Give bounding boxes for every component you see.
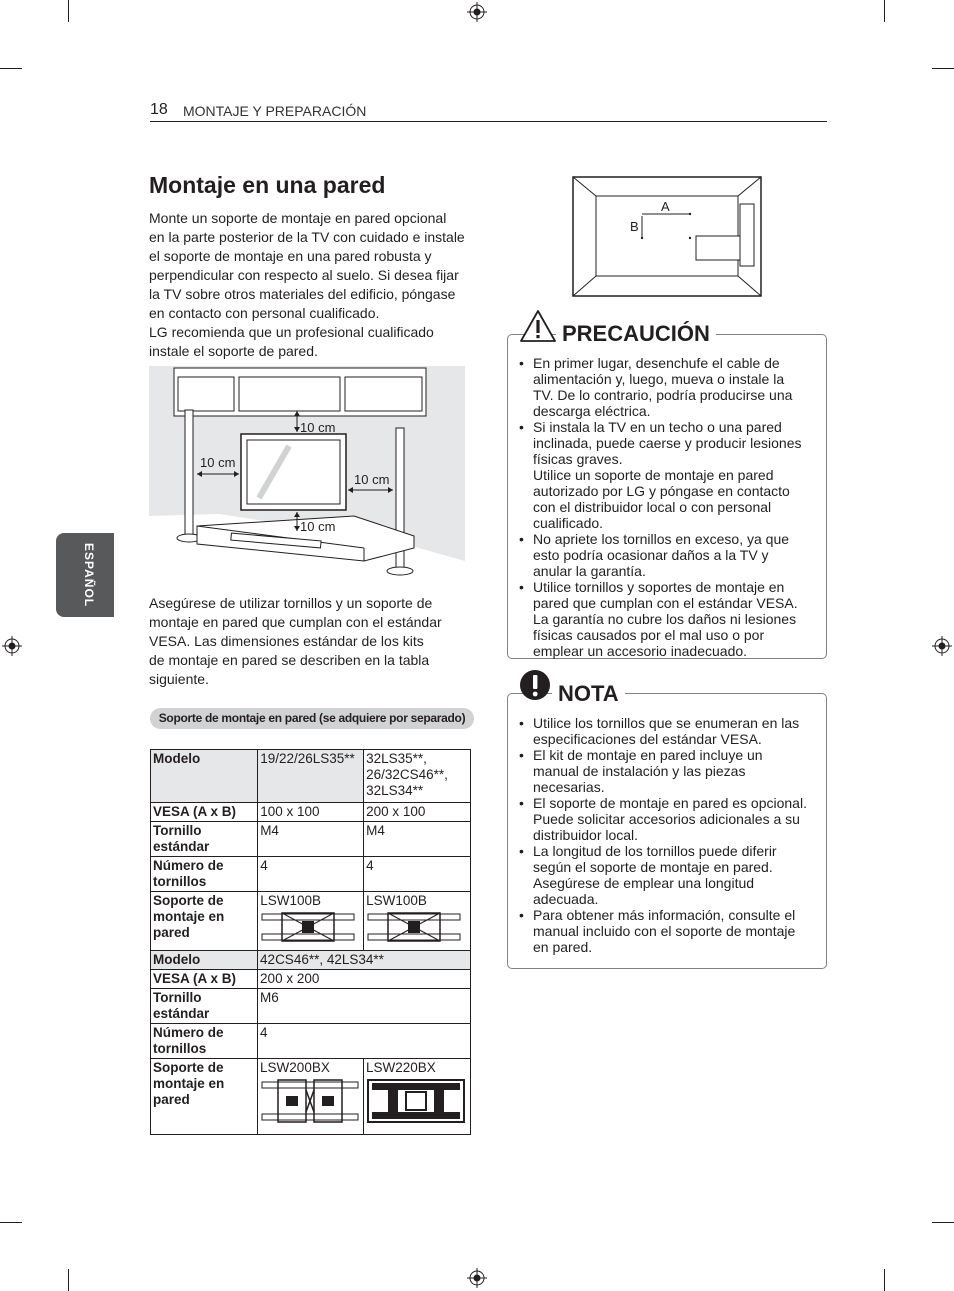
page-title: Montaje en una pared xyxy=(149,172,386,198)
table-cell: M4 xyxy=(364,822,471,857)
caution-box xyxy=(507,334,827,659)
wall-bracket-icon xyxy=(366,1078,466,1124)
clearance-right-label: 10 cm xyxy=(354,472,390,487)
crop-mark xyxy=(0,1222,22,1223)
table-cell: 4 xyxy=(258,857,364,892)
list-item: • Utilice tornillos y soportes de montaje en pared que cumplan con el estándar VESA. La garantía no cubre los daños ni lesiones físicas causados por el mal uso o por emplear un accesorio inadecuado. xyxy=(519,579,819,659)
crop-mark xyxy=(932,1222,954,1223)
table-label: Tornillo estándar xyxy=(151,989,258,1024)
tv-rear-illustration xyxy=(572,176,762,297)
bracket-model: LSW200BX xyxy=(260,1060,330,1075)
crop-mark xyxy=(0,68,22,69)
table-cell: M4 xyxy=(258,822,364,857)
table-cell: 100 x 100 xyxy=(258,803,364,822)
language-tab-label: ESPAÑOL xyxy=(82,542,96,608)
text-line: el soporte de montaje en una pared robusta y xyxy=(149,248,432,264)
table-cell: 200 x 100 xyxy=(364,803,471,822)
table-row xyxy=(151,970,471,989)
table-row xyxy=(151,892,471,958)
dimension-b-label: B xyxy=(630,219,639,234)
list-item: • El soporte de montaje en pared es opcional. Puede solicitar accesorios adicionales a su distribuidor local. xyxy=(519,795,824,843)
text-line: en contacto con personal cualificado. xyxy=(149,305,380,321)
note-title: NOTA xyxy=(552,681,625,707)
table-row xyxy=(151,989,471,1024)
clearance-bottom-label: 10 cm xyxy=(300,519,336,534)
list-item: • Si instala la TV en un techo o una pared inclinada, puede caerse y producir lesiones físicas graves. Utilice un soporte de montaje en pared autorizado por LG y póngase en contacto con el distribuidor local o con personal cualificado. xyxy=(519,419,819,531)
table-label: Soporte de montaje en pared xyxy=(151,1059,258,1135)
text-line: Asegúrese de utilizar tornillos y un soporte de xyxy=(149,595,433,611)
list-item: • La longitud de los tornillos puede diferir según el soporte de montaje en pared. Asegúrese de emplear una longitud adecuada. xyxy=(519,843,824,907)
text-line: instale el soporte de pared. xyxy=(149,343,318,359)
table-row xyxy=(151,1024,471,1059)
table-row xyxy=(151,857,471,892)
clearance-illustration xyxy=(149,366,465,580)
vesa-paragraph xyxy=(149,594,479,689)
table-label: Modelo xyxy=(151,951,258,970)
text-line: LG recomienda que un profesional cualificado xyxy=(149,324,434,340)
text-line: siguiente. xyxy=(149,671,209,687)
registration-mark-icon xyxy=(467,1268,487,1288)
page-number: 18 xyxy=(150,101,168,118)
table-row xyxy=(151,822,471,857)
spec-table-2 xyxy=(150,950,471,1135)
table-row xyxy=(151,951,471,970)
text-line: perpendicular con respecto al suelo. Si desea fijar xyxy=(149,267,459,283)
text-line: VESA. Las dimensiones estándar de los kits xyxy=(149,633,424,649)
wall-bracket-icon xyxy=(260,911,356,943)
text-line: en la parte posterior de la TV con cuidado e instale xyxy=(149,229,465,245)
table-cell: 32LS35**, 26/32CS46**, 32LS34** xyxy=(364,750,471,803)
table-row xyxy=(151,1059,471,1135)
wall-bracket-icon xyxy=(366,911,462,943)
tv-vesa-diagram xyxy=(572,176,762,297)
crop-mark xyxy=(68,1269,69,1291)
table-cell: 4 xyxy=(258,1024,471,1059)
text-line: Monte un soporte de montaje en pared opcional xyxy=(149,210,447,226)
table-label: Número de tornillos xyxy=(151,1024,258,1059)
clearance-top-label: 10 cm xyxy=(300,420,336,435)
registration-mark-icon xyxy=(932,636,952,656)
bracket-model: LSW100B xyxy=(260,893,321,908)
crop-mark xyxy=(932,68,954,69)
table-label: VESA (A x B) xyxy=(151,970,258,989)
list-item: • El kit de montaje en pared incluye un manual de instalación y las piezas necesarias. xyxy=(519,747,824,795)
note-box xyxy=(507,693,827,969)
wall-bracket-icon xyxy=(260,1078,360,1124)
table-label: Número de tornillos xyxy=(151,857,258,892)
note-icon xyxy=(519,669,551,701)
table-label: Tornillo estándar xyxy=(151,822,258,857)
table-cell: 42CS46**, 42LS34** xyxy=(258,951,471,970)
text-line: montaje en pared que cumplan con el estándar xyxy=(149,614,442,630)
language-tab xyxy=(56,533,114,617)
list-item: • Utilice los tornillos que se enumeran en las especificaciones del estándar VESA. xyxy=(519,715,824,747)
registration-mark-icon xyxy=(2,636,22,656)
table-cell: 19/22/26LS35** xyxy=(258,750,364,803)
table-cell: M6 xyxy=(258,989,471,1024)
table-cell: 4 xyxy=(364,857,471,892)
crop-mark xyxy=(68,0,69,22)
table-row xyxy=(151,803,471,822)
bracket-model: LSW220BX xyxy=(366,1060,436,1075)
bracket-model: LSW100B xyxy=(366,893,427,908)
registration-mark-icon xyxy=(467,2,487,22)
caution-list xyxy=(519,355,819,659)
list-item: • No apriete los tornillos en exceso, ya que esto podría ocasionar daños a la TV y anular la garantía. xyxy=(519,531,819,579)
crop-mark xyxy=(884,0,885,22)
table-row xyxy=(151,750,471,803)
spec-table-1 xyxy=(150,749,471,958)
note-list xyxy=(519,715,824,955)
dimension-a-label: A xyxy=(661,199,670,214)
section-title: MONTAJE Y PREPARACIÓN xyxy=(183,103,367,119)
table-cell xyxy=(258,1059,364,1135)
clearance-left-label: 10 cm xyxy=(200,455,236,470)
list-item: • Para obtener más información, consulte el manual incluido con el soporte de montaje en pared. xyxy=(519,907,824,955)
caution-title: PRECAUCIÓN xyxy=(556,321,716,347)
table-cell xyxy=(258,892,364,958)
table-cell xyxy=(364,892,471,958)
clearance-diagram xyxy=(149,366,465,580)
table-label: Soporte de montaje en pared xyxy=(151,892,258,958)
crop-mark xyxy=(884,1269,885,1291)
intro-paragraph xyxy=(149,209,479,361)
table-label: Modelo xyxy=(151,750,258,803)
header-divider xyxy=(150,121,827,122)
warning-icon xyxy=(519,309,557,343)
table-cell xyxy=(364,1059,471,1135)
text-line: la TV sobre otros materiales del edificio, póngase xyxy=(149,286,456,302)
table-cell: 200 x 200 xyxy=(258,970,471,989)
list-item: • En primer lugar, desenchufe el cable de alimentación y, luego, mueva o instale la TV. De lo contrario, podría producirse una descarga eléctrica. xyxy=(519,355,819,419)
bracket-subheading: Soporte de montaje en pared (se adquiere por separado) xyxy=(150,708,474,729)
table-label: VESA (A x B) xyxy=(151,803,258,822)
text-line: de montaje en pared se describen en la tabla xyxy=(149,652,430,668)
